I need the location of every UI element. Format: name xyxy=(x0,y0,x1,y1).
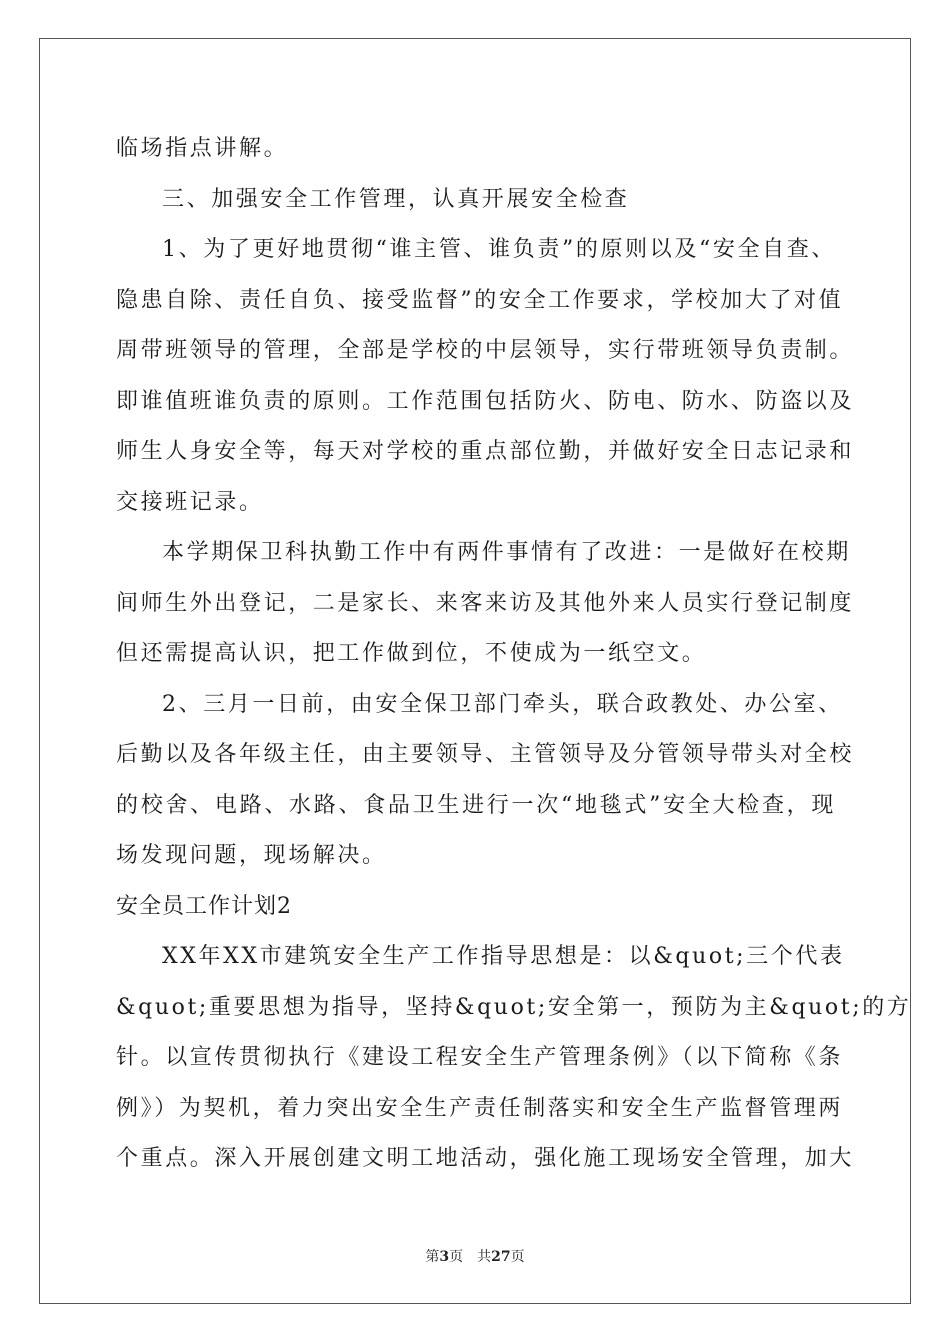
text-line: 的校舍、电路、水路、食品卫生进行一次“地毯式”安全大检查，现 xyxy=(116,792,836,818)
total-pages-prefix: 共 xyxy=(477,1249,492,1265)
text-line: XX年XX市建筑安全生产工作指导思想是：以&quot;三个代表 xyxy=(162,944,845,969)
text-line: 例》）为契机，着力突出安全生产责任制落实和安全生产监督管理两 xyxy=(116,1095,844,1121)
text-line: 但还需提高认识，把工作做到位，不使成为一纸空文。 xyxy=(116,641,707,666)
text-line: 即谁值班谁负责的原则。工作范围包括防火、防电、防水、防盗以及 xyxy=(116,388,855,414)
text-line: 隐患自除、责任自负、接受监督”的安全工作要求，学校加大了对值 xyxy=(116,287,844,313)
page-number-prefix: 第 xyxy=(425,1249,440,1265)
text-line: 交接班记录。 xyxy=(116,489,264,515)
text-line: 间师生外出登记，二是家长、来客来访及其他外来人员实行登记制度 xyxy=(116,590,855,616)
current-page-number: 3 xyxy=(439,1249,450,1265)
total-pages-unit: 页 xyxy=(510,1249,525,1265)
total-pages-number: 27 xyxy=(491,1249,511,1265)
text-line: 针。以宣传贯彻执行《建设工程安全生产管理条例》（以下简称《条 xyxy=(116,1045,844,1070)
text-line: 后勤以及各年级主任，由主要领导、主管领导及分管领导带头对全校 xyxy=(116,742,855,767)
document-body xyxy=(116,124,912,1185)
section-heading: 安全员工作计划2 xyxy=(116,893,292,919)
text-line: 1、为了更好地贯彻“谁主管、谁负责”的原则以及“安全自查、 xyxy=(162,237,836,262)
page-footer xyxy=(0,1246,950,1266)
text-line: 个重点。深入开展创建文明工地活动，强化施工现场安全管理，加大 xyxy=(116,1146,855,1171)
text-line: 师生人身安全等，每天对学校的重点部位勤，并做好安全日志记录和 xyxy=(116,439,855,464)
text-line: 场发现问题，现场解决。 xyxy=(116,843,387,868)
text-line: &quot;重要思想为指导，坚持&quot;安全第一，预防为主&quot;的方 xyxy=(116,994,912,1020)
page-number-unit: 页 xyxy=(449,1249,464,1265)
text-line: 本学期保卫科执勤工作中有两件事情有了改进：一是做好在校期 xyxy=(162,540,851,565)
text-line: 周带班领导的管理，全部是学校的中层领导，实行带班领导负责制。 xyxy=(116,338,855,363)
text-line: 2、三月一日前，由安全保卫部门牵头，联合政教处、办公室、 xyxy=(162,691,843,717)
text-line: 临场指点讲解。 xyxy=(116,136,289,161)
text-line: 三、加强安全工作管理，认真开展安全检查 xyxy=(162,186,630,212)
